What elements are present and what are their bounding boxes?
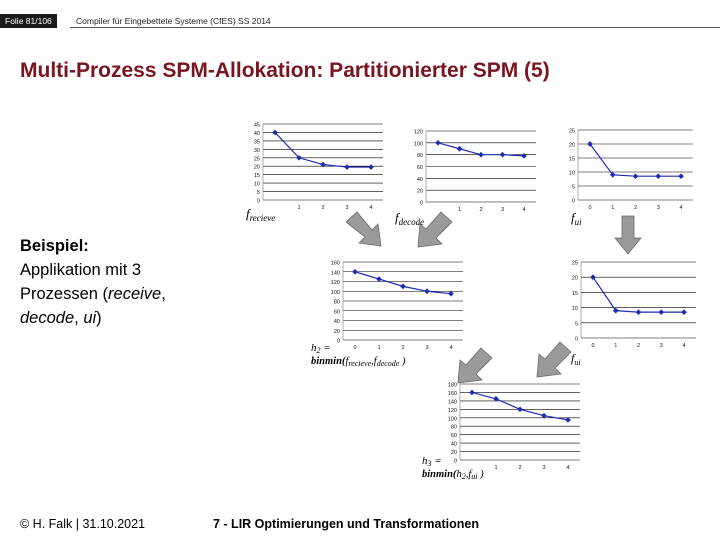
x-tick-label: 3 <box>345 205 349 211</box>
x-tick-label: 3 <box>542 465 546 471</box>
data-point <box>344 164 350 170</box>
y-tick-label: 25 <box>571 260 578 267</box>
y-tick-label: 30 <box>253 147 260 154</box>
data-point <box>500 152 506 158</box>
x-tick-label: 4 <box>682 343 686 349</box>
data-point <box>448 291 454 297</box>
x-tick-label: 4 <box>566 465 570 471</box>
arrow-icon <box>458 348 492 383</box>
y-tick-label: 20 <box>416 188 423 195</box>
mini-chart-6 <box>448 383 580 472</box>
y-tick-label: 0 <box>419 200 423 207</box>
y-tick-label: 180 <box>447 382 457 389</box>
y-tick-label: 60 <box>450 433 457 440</box>
y-tick-label: 5 <box>571 184 575 191</box>
data-point <box>400 284 406 290</box>
data-point <box>352 269 358 275</box>
label-h2-binmin: binmin(frecieve,fdecode ) <box>311 356 406 368</box>
x-tick-label: 2 <box>401 345 405 351</box>
y-tick-label: 0 <box>256 198 260 205</box>
footer-chapter: 7 - LIR Optimierungen und Transformationen <box>213 517 479 531</box>
data-point <box>457 146 463 152</box>
y-tick-label: 15 <box>568 156 575 163</box>
y-tick-label: 0 <box>571 198 575 205</box>
y-tick-label: 10 <box>568 170 575 177</box>
data-point <box>376 276 382 282</box>
data-point <box>521 153 527 159</box>
x-tick-label: 3 <box>500 207 505 213</box>
example-line-2: Prozessen ( <box>20 285 109 303</box>
mini-chart-3 <box>569 129 693 212</box>
y-tick-label: 15 <box>571 290 578 297</box>
y-tick-label: 20 <box>571 275 578 282</box>
data-point <box>633 173 639 179</box>
x-tick-label: 0 <box>588 205 592 211</box>
data-point <box>469 390 475 396</box>
y-tick-label: 40 <box>450 441 457 448</box>
x-tick-label: 2 <box>479 207 483 213</box>
y-tick-label: 80 <box>416 153 423 160</box>
y-tick-label: 25 <box>568 128 575 135</box>
x-tick-label: 3 <box>659 343 663 349</box>
data-point <box>517 407 523 413</box>
y-tick-label: 5 <box>256 190 260 197</box>
y-tick-label: 0 <box>453 458 457 465</box>
series-line <box>472 392 568 419</box>
label-f-decode: $f_{decode}$ <box>395 210 425 227</box>
slide-number-badge: Folie 81/106 <box>0 14 57 28</box>
y-tick-label: 45 <box>253 122 260 129</box>
series-line <box>355 272 451 294</box>
y-tick-label: 100 <box>330 289 340 296</box>
x-tick-label: 1 <box>457 207 462 213</box>
y-tick-label: 140 <box>330 270 340 277</box>
label-h3-binmin: binmin(h2,fui ) <box>422 469 484 481</box>
data-point <box>655 173 661 179</box>
down-left-arrow-icon <box>537 342 571 377</box>
y-tick-label: 20 <box>568 142 575 149</box>
y-tick-label: 60 <box>333 309 340 316</box>
y-tick-label: 0 <box>574 336 578 343</box>
data-point <box>435 140 441 146</box>
data-point <box>636 309 642 315</box>
x-tick-label: 1 <box>611 205 615 211</box>
x-tick-label: 1 <box>377 345 381 351</box>
y-tick-label: 20 <box>253 164 260 171</box>
process-decode: decode <box>20 309 75 327</box>
down-left-arrow-icon <box>458 348 492 383</box>
y-tick-label: 20 <box>333 328 340 335</box>
y-tick-label: 80 <box>450 424 457 431</box>
x-tick-label: 4 <box>679 205 683 211</box>
y-tick-label: 25 <box>253 156 260 163</box>
course-title: Compiler für Eingebettete Systeme (CfES) SS 2014 <box>76 16 271 26</box>
y-tick-label: 60 <box>416 165 423 171</box>
x-tick-label: 2 <box>321 205 325 211</box>
label-f-ui-2: $f_{ui}$ <box>571 351 581 367</box>
x-tick-label: 3 <box>656 205 660 211</box>
y-tick-label: 80 <box>333 299 340 306</box>
x-tick-label: 1 <box>494 465 498 471</box>
example-heading: Beispiel: <box>20 237 89 255</box>
y-tick-label: 100 <box>447 416 457 423</box>
page-title: Multi-Prozess SPM-Allokation: Partitionierter SPM (5) <box>20 59 550 82</box>
x-tick-label: 2 <box>633 205 638 211</box>
y-tick-label: 160 <box>447 390 457 397</box>
data-point <box>424 288 430 294</box>
y-tick-label: 40 <box>333 319 340 325</box>
close-paren: ) <box>96 309 102 327</box>
y-tick-label: 15 <box>253 173 260 180</box>
data-point <box>678 173 684 179</box>
arrow-icon <box>615 216 641 254</box>
x-tick-label: 4 <box>369 205 373 211</box>
label-h3: h3 = <box>422 455 442 468</box>
y-tick-label: 160 <box>330 260 340 267</box>
y-tick-label: 40 <box>253 130 260 137</box>
arrow-icon <box>537 342 571 377</box>
x-tick-label: 3 <box>425 345 429 351</box>
y-tick-label: 120 <box>447 407 457 414</box>
series-line <box>593 277 684 312</box>
label-f-recieve: $f_{recieve}$ <box>246 206 276 223</box>
label-h2: h2 = <box>311 342 331 355</box>
footer-author-date: © H. Falk | 31.10.2021 <box>20 517 146 531</box>
x-tick-label: 0 <box>353 345 357 351</box>
process-receive: receive <box>108 285 162 303</box>
x-tick-label: 2 <box>636 343 641 349</box>
mini-chart-2 <box>414 130 536 214</box>
data-point <box>368 164 374 170</box>
y-tick-label: 120 <box>413 129 423 136</box>
data-point <box>478 152 484 158</box>
y-tick-label: 120 <box>330 280 340 286</box>
data-point <box>658 309 664 315</box>
process-ui: ui <box>83 309 97 327</box>
mini-chart-1 <box>254 123 383 212</box>
x-tick-label: 2 <box>518 465 522 471</box>
y-tick-label: 35 <box>253 139 260 146</box>
data-point <box>681 309 687 315</box>
x-tick-label: 4 <box>449 345 453 351</box>
comma: , <box>74 309 84 327</box>
x-tick-label: 1 <box>297 205 301 211</box>
y-tick-label: 100 <box>413 141 423 148</box>
y-tick-label: 0 <box>336 338 340 345</box>
y-tick-label: 5 <box>574 321 578 328</box>
example-line-1: Applikation mit 3 <box>20 261 142 279</box>
mini-chart-4 <box>331 261 463 352</box>
series-line <box>590 144 681 176</box>
y-tick-label: 10 <box>253 181 260 188</box>
down-right-arrow-icon <box>346 212 381 246</box>
comma: , <box>161 285 166 303</box>
x-tick-label: 1 <box>614 343 618 349</box>
down-arrow-icon <box>615 216 641 254</box>
y-tick-label: 10 <box>571 306 578 313</box>
y-tick-label: 140 <box>447 399 457 406</box>
y-tick-label: 40 <box>416 176 423 183</box>
arrow-icon <box>346 212 381 246</box>
label-f-ui: $f_{ui}$ <box>571 210 582 227</box>
mini-chart-5 <box>572 261 696 350</box>
x-tick-label: 4 <box>522 207 526 213</box>
x-tick-label: 0 <box>591 343 595 349</box>
y-tick-label: 20 <box>450 450 457 457</box>
